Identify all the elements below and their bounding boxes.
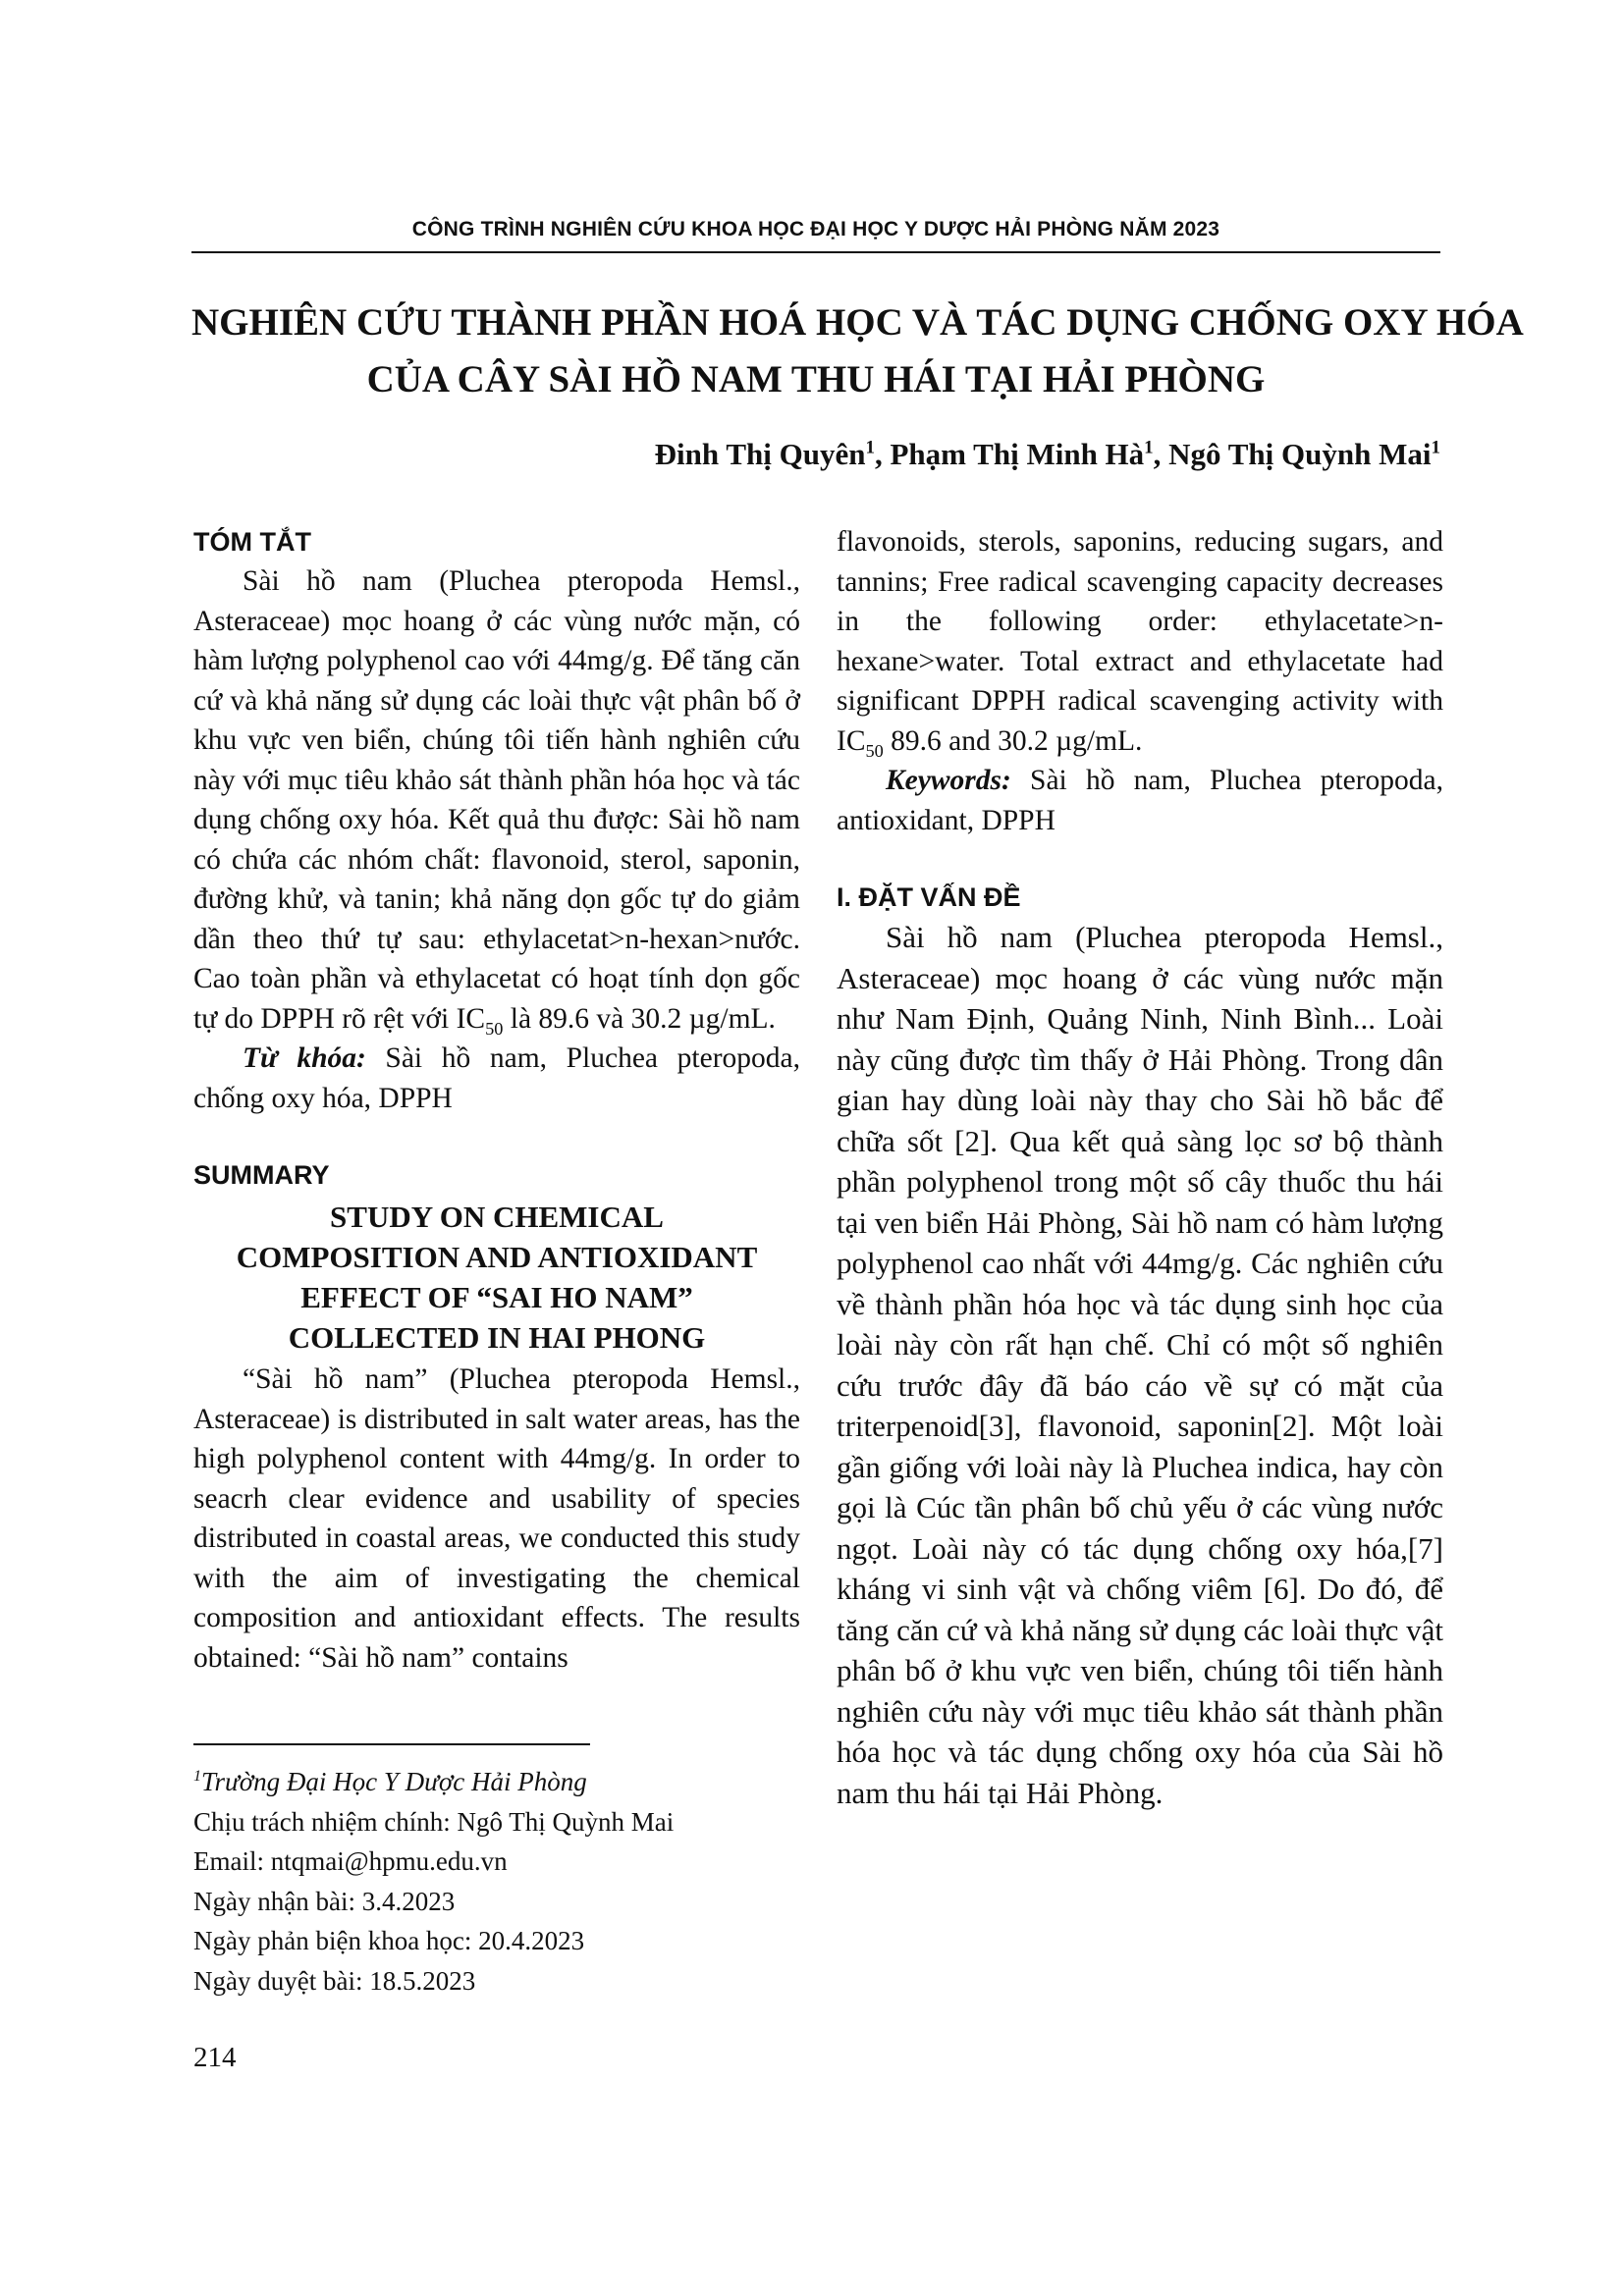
left-column <box>193 522 800 1678</box>
author-affiliation-mark: 1 <box>1431 437 1440 458</box>
page-number: 214 <box>193 2042 237 2073</box>
footnote-affiliation: $^1$Trường Đại Học Y Dược Hải Phòng <box>193 1767 587 1796</box>
summary-title-line: EFFECT OF “SAI HO NAM” <box>300 1280 693 1314</box>
keywords-text: Sài hồ nam, Pluchea pteropoda, antioxidant, DPPH <box>837 765 1443 836</box>
section-heading-introduction: I. ĐẶT VẤN ĐỀ <box>837 882 1021 912</box>
ic50-subscript: 50 <box>485 1018 504 1039</box>
keywords-text: Sài hồ nam, Pluchea pteropoda, chống oxy hóa, DPPH <box>193 1042 800 1114</box>
author-list <box>655 437 1440 472</box>
introduction-text: Sài hồ nam (Pluchea pteropoda Hemsl., Asteraceae) mọc hoang ở các vùng nước mặn như Nam Định, Quảng Ninh, Ninh Bình... Loài này cũng được tìm thấy ở Hải Phòng. Trong dân gian hay dùng loài này thay cho Sài hồ bắc để chữa sốt [2]. Qua kết quả sàng lọc sơ bộ thành phần polyphenol trong một số cây thuốc thu hái tại ven biển Hải Phòng, Sài hồ nam có hàm lượng polyphenol cao nhất với 44mg/g. Các nghiên cứu về thành phần hóa học và tác dụng sinh học của loài này còn rất hạn chế. Chỉ có một số nghiên cứu trước đây đã báo cáo về sự có mặt của triterpenoid[3], flavonoid, saponin[2]. Một loài gần giống với loài này là Pluchea indica, hay còn gọi là Cúc tần phân bố chủ yếu ở các vùng nước ngọt. Loài này có tác dụng chống oxy hóa,[7] kháng vi sinh vật và chống viêm [6]. Do đó, để tăng căn cứ và khả năng sử dụng các loài thực vật phân bố ở khu vực ven biển, chúng tôi tiến hành nghiên cứu này với mục tiêu khảo sát thành phần hóa học và tác dụng chống oxy hóa của Sài hồ nam thu hái tại Hải Phòng. <box>837 920 1443 1810</box>
ic50-subscript: 50 <box>865 740 884 761</box>
title-line-1: NGHIÊN CỨU THÀNH PHẦN HOÁ HỌC VÀ TÁC DỤNG CHỐNG OXY HÓA <box>191 301 1524 344</box>
author-separator: , <box>874 437 891 471</box>
author-name: Đinh Thị Quyên <box>654 437 866 471</box>
summary-title <box>193 1197 800 1358</box>
author-affiliation-mark: 1 <box>1144 437 1154 458</box>
author-affiliation-mark: 1 <box>865 437 875 458</box>
header-rule <box>191 251 1440 253</box>
footnote-rule <box>193 1743 590 1745</box>
running-header: CÔNG TRÌNH NGHIÊN CỨU KHOA HỌC ĐẠI HỌC Y DƯỢC HẢI PHÒNG NĂM 2023 <box>411 218 1220 240</box>
abstract-vi-text: Sài hồ nam (Pluchea pteropoda Hemsl., Asteraceae) mọc hoang ở các vùng nước mặn, có hàm lượng polyphenol cao với 44mg/g. Để tăng căn cứ và khả năng sử dụng các loài thực vật phân bố ở khu vực ven biển, chúng tôi tiến hành nghiên cứu này với mục tiêu khảo sát thành phần hóa học và tác dụng chống oxy hóa. Kết quả thu được: Sài hồ nam có chứa các nhóm chất: flavonoid, sterol, saponin, đường khử, và tanin; khả năng dọn gốc tự do giảm dần theo thứ tự sau: ethylacetat>n-hexan>nước. Cao toàn phần và ethylacetat có hoạt tính dọn gốc tự do DPPH rõ rệt với $IC_{50}$ là 89.6 và 30.2 µg/mL. <box>193 565 800 1039</box>
summary-text-part-1: “Sài hồ nam” (Pluchea pteropoda Hemsl., Asteraceae) is distributed in salt water areas, has the high polyphenol content with 44mg/g. In order to seacrh clear evidence and usability of species distributed in coastal areas, we conducted this study with the aim of investigating the chemical composition and antioxidant effects. The results obtained: “Sài hồ nam” contains <box>193 1363 800 1674</box>
article-title <box>191 294 1524 408</box>
summary-title-line: COMPOSITION AND ANTIOXIDANT <box>236 1240 758 1274</box>
footnote-email: Email: ntqmai@hpmu.edu.vn <box>193 1846 508 1876</box>
footnotes <box>193 1757 822 2001</box>
footnote-accepted-date: Ngày duyệt bài: 18.5.2023 <box>193 1965 476 1996</box>
summary-heading: SUMMARY <box>193 1160 330 1190</box>
title-line-2: CỦA CÂY SÀI HỒ NAM THU HÁI TẠI HẢI PHÒNG <box>366 358 1266 400</box>
summary-title-line: STUDY ON CHEMICAL <box>330 1200 664 1234</box>
footnote-review-date: Ngày phản biện khoa học: 20.4.2023 <box>193 1926 585 1955</box>
author-separator: , <box>1153 437 1169 471</box>
summary-text-part-2: flavonoids, sterols, saponins, reducing sugars, and tannins; Free radical scavenging capacity decreases in the following order: ethylacetate>n-hexane>water. Total extract and ethylacetate had significant DPPH radical scavenging activity with $IC_{50}$ 89.6 and 30.2 µg/mL. <box>837 526 1443 761</box>
keywords-vi <box>193 1039 800 1118</box>
summary-title-line: COLLECTED IN HAI PHONG <box>288 1320 706 1355</box>
keywords-label: Keywords: <box>886 765 1011 796</box>
keywords-label: Từ khóa: <box>243 1042 366 1074</box>
abstract-heading: TÓM TẮT <box>193 527 311 557</box>
footnote-received-date: Ngày nhận bài: 3.4.2023 <box>193 1886 456 1916</box>
author-name: Phạm Thị Minh Hà <box>890 437 1145 471</box>
author-name: Ngô Thị Quỳnh Mai <box>1168 437 1432 471</box>
footnote-corresponding-author: Chịu trách nhiệm chính: Ngô Thị Quỳnh Mai <box>193 1806 675 1837</box>
keywords-en <box>837 761 1443 840</box>
right-column <box>837 522 1443 1813</box>
